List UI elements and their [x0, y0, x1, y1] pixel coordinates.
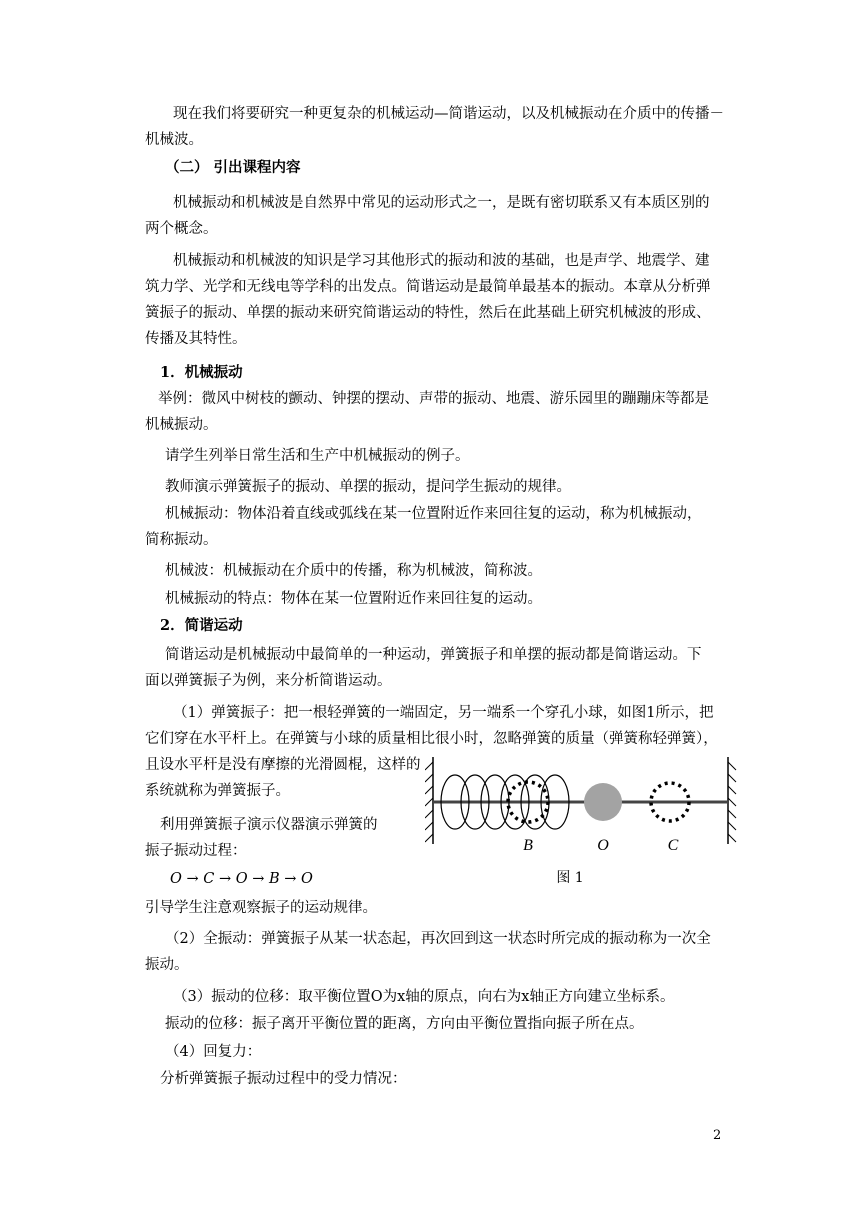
paragraph: 系统就称为弹簧振子。 — [145, 783, 290, 799]
paragraph: （2）全振动：弹簧振子从某一状态起，再次回到这一状态时所完成的振动称为一次全 — [165, 931, 711, 947]
motion-sequence: O → C → O → B → O — [170, 871, 313, 887]
paragraph: 簧振子的振动、单摆的振动来研究简谐运动的特性，然后在此基础上研究机械波的形成、 — [145, 305, 711, 321]
paragraph: 简谐运动是机械振动中最简单的一种运动，弹簧振子和单摆的振动都是简谐运动。下 — [165, 647, 702, 663]
section-heading: （二） 引出课程内容 — [165, 159, 301, 176]
paragraph: 现在我们将要研究一种更复杂的机械运动—简谐运动，以及机械振动在介质中的传播－ — [173, 106, 724, 122]
paragraph: 筑力学、光学和无线电等学科的出发点。简谐运动是最简单最基本的振动。本章从分析弹 — [145, 279, 711, 295]
paragraph: 简称振动。 — [145, 532, 218, 548]
paragraph: 传播及其特性。 — [145, 331, 247, 347]
label-o: O — [597, 837, 609, 854]
paragraph: 利用弹簧振子演示仪器演示弹簧的 — [160, 817, 378, 833]
paragraph: 机械振动：物体沿着直线或弧线在某一位置附近作来回往复的运动，称为机械振动， — [165, 506, 702, 522]
paragraph: 引导学生注意观察振子的运动规律。 — [145, 900, 377, 916]
paragraph: 请学生列举日常生活和生产中机械振动的例子。 — [165, 448, 470, 464]
page-number: 2 — [713, 1128, 722, 1143]
paragraph: 面以弹簧振子为例，来分析简谐运动。 — [145, 673, 392, 689]
right-wall-hatching — [728, 762, 736, 842]
spring-oscillator-diagram — [425, 752, 745, 892]
subsection-heading: 2．简谐运动 — [160, 617, 243, 634]
paragraph: 机械振动和机械波是自然界中常见的运动形式之一，是既有密切联系又有本质区别的 — [173, 195, 710, 211]
paragraph: （3）振动的位移：取平衡位置O为x轴的原点，向右为x轴正方向建立坐标系。 — [173, 989, 675, 1005]
paragraph: 振子振动过程： — [145, 843, 247, 859]
paragraph: 机械波。 — [145, 132, 203, 148]
paragraph: 两个概念。 — [145, 221, 218, 237]
paragraph: 且设水平杆是没有摩擦的光滑圆棍，这样的 — [145, 757, 421, 773]
figure-caption: 图 1 — [556, 870, 584, 886]
ball-at-equilibrium — [584, 783, 622, 821]
paragraph: （1）弹簧振子：把一根轻弹簧的一端固定，另一端系一个穿孔小球，如图1所示，把 — [173, 705, 714, 721]
left-wall-hatching — [425, 762, 433, 842]
paragraph: 它们穿在水平杆上。在弹簧与小球的质量相比很小时，忽略弹簧的质量（弹簧称轻弹簧）， — [145, 731, 718, 747]
paragraph: 振动。 — [145, 957, 189, 973]
paragraph: 教师演示弹簧振子的振动、单摆的振动，提问学生振动的规律。 — [165, 479, 571, 495]
paragraph: 举例：微风中树枝的颤动、钟摆的摆动、声带的振动、地震、游乐园里的蹦蹦床等都是 — [158, 391, 709, 407]
paragraph: 机械振动。 — [145, 417, 218, 433]
subsection-heading: 1．机械振动 — [160, 364, 243, 381]
paragraph: 机械振动和机械波的知识是学习其他形式的振动和波的基础，也是声学、地震学、建 — [173, 253, 710, 269]
paragraph: （4）回复力： — [165, 1044, 262, 1060]
paragraph: 机械波：机械振动在介质中的传播，称为机械波，简称波。 — [165, 563, 542, 579]
label-c: C — [667, 837, 679, 854]
spring-oscillator-figure — [425, 752, 745, 892]
paragraph: 机械振动的特点：物体在某一位置附近作来回往复的运动。 — [165, 591, 542, 607]
label-b: B — [523, 837, 533, 854]
paragraph: 分析弹簧振子振动过程中的受力情况： — [160, 1071, 407, 1087]
paragraph: 振动的位移：振子离开平衡位置的距离，方向由平衡位置指向振子所在点。 — [165, 1016, 644, 1032]
